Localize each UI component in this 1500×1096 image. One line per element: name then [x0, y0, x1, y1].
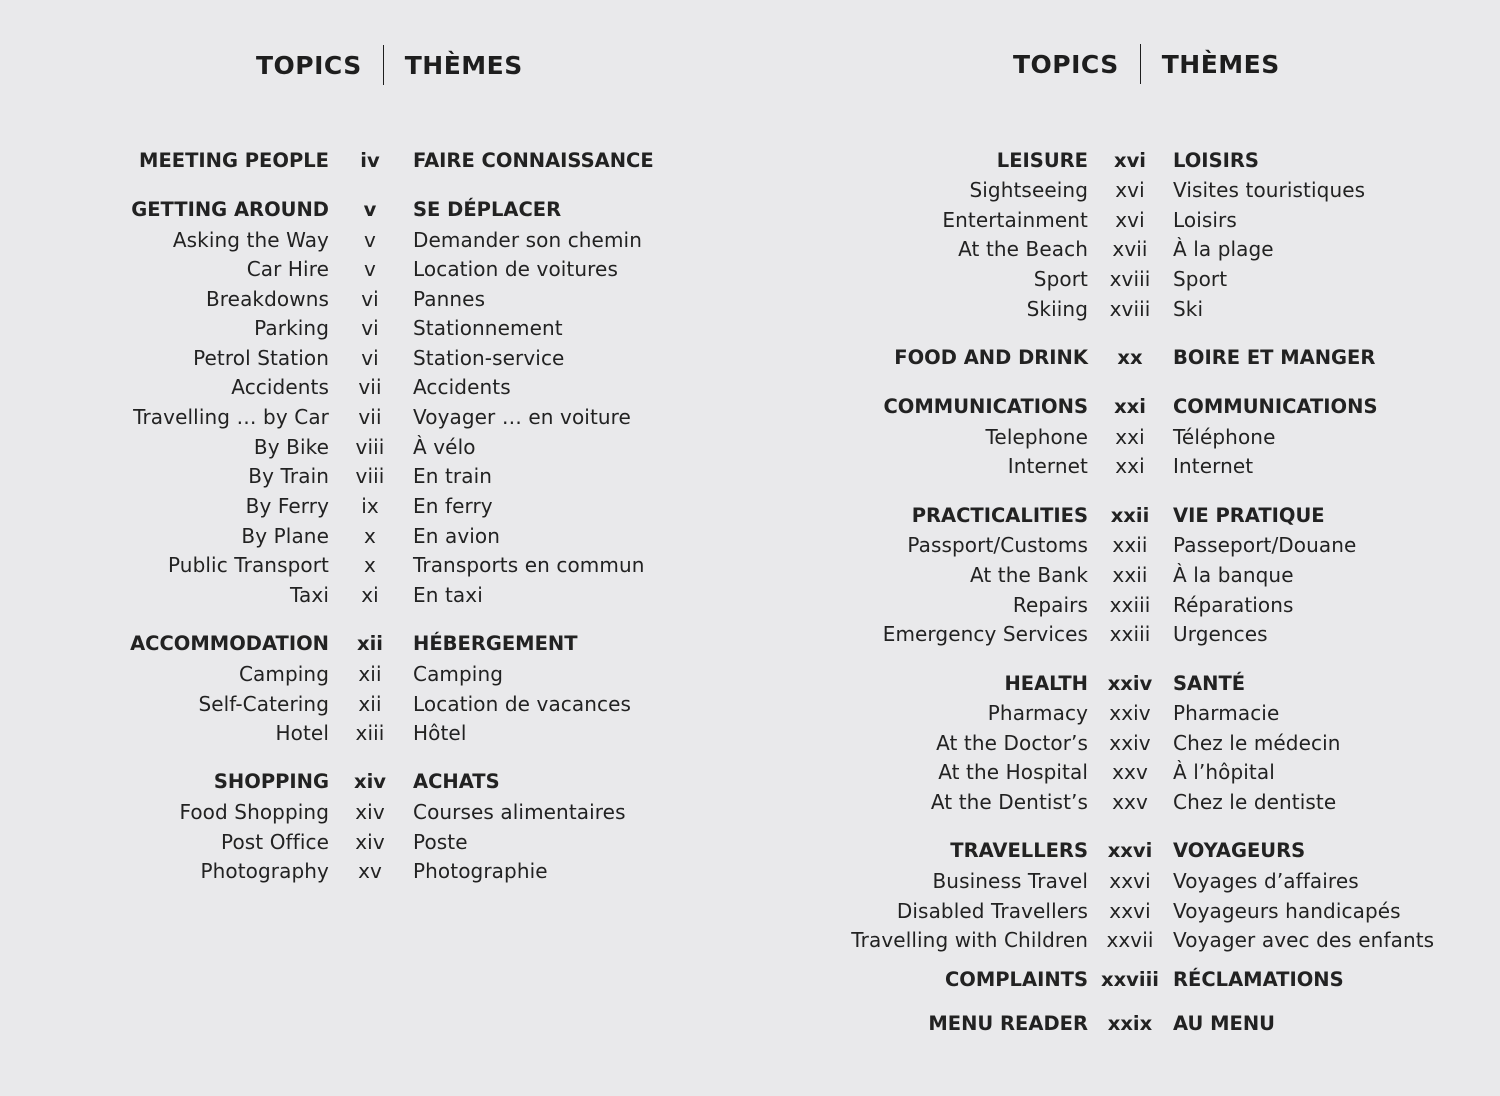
- topic-french: À la banque: [1173, 563, 1294, 587]
- topic-english: SHOPPING: [213, 770, 329, 793]
- left-page-header: [256, 45, 523, 85]
- toc-section-row: [0, 629, 750, 659]
- topic-french: SANTÉ: [1173, 672, 1246, 695]
- toc-entry-row: [0, 491, 750, 521]
- page-number: xvii: [1112, 237, 1148, 261]
- topic-english: Car Hire: [246, 257, 329, 281]
- page-number: xxi: [1114, 395, 1146, 418]
- topic-english: Food Shopping: [179, 800, 329, 824]
- toc-section-row: [750, 343, 1500, 373]
- topic-english: Business Travel: [932, 869, 1088, 893]
- topic-english: Skiing: [1026, 297, 1088, 321]
- topic-english: MENU READER: [928, 1012, 1088, 1035]
- topic-french: Pharmacie: [1173, 701, 1280, 725]
- topic-french: Location de voitures: [413, 257, 618, 281]
- toc-section-row: [750, 965, 1500, 995]
- topic-english: Passport/Customs: [907, 533, 1088, 557]
- topic-english: PRACTICALITIES: [911, 504, 1088, 527]
- page-number: vi: [361, 316, 379, 340]
- topic-french: RÉCLAMATIONS: [1173, 968, 1344, 991]
- topic-french: Accidents: [413, 375, 511, 399]
- page-number: vi: [361, 346, 379, 370]
- topic-english: By Ferry: [245, 494, 329, 518]
- page-number: viii: [355, 464, 385, 488]
- toc-entry-row: [0, 550, 750, 580]
- page-number: xxiv: [1109, 731, 1151, 755]
- topic-french: Sport: [1173, 267, 1228, 291]
- page-number: xii: [357, 632, 383, 655]
- toc-entry-row: [750, 264, 1500, 294]
- page-number: xii: [358, 692, 382, 716]
- toc-entry-row: [0, 856, 750, 886]
- topic-french: Ski: [1173, 297, 1204, 321]
- topic-english: Telephone: [985, 425, 1088, 449]
- header-divider: [1140, 44, 1141, 84]
- toc-entry-row: [750, 560, 1500, 590]
- topic-english: Camping: [238, 662, 329, 686]
- topic-english: Asking the Way: [172, 228, 329, 252]
- toc-entry-row: [750, 619, 1500, 649]
- topic-french: Station-service: [413, 346, 565, 370]
- page-number: xxiv: [1109, 701, 1151, 725]
- topic-french: Poste: [413, 830, 468, 854]
- page-number: x: [364, 553, 376, 577]
- toc-section-row: [750, 392, 1500, 422]
- toc-entry-row: [750, 422, 1500, 452]
- topic-english: Repairs: [1012, 593, 1088, 617]
- topic-french: Urgences: [1173, 622, 1268, 646]
- topic-english: FOOD AND DRINK: [894, 346, 1088, 369]
- toc-section-row: [750, 501, 1500, 531]
- page-number: xviii: [1109, 297, 1151, 321]
- right-page-header: [1013, 44, 1280, 84]
- page-number: xxiii: [1109, 593, 1151, 617]
- page-number: xiv: [355, 800, 385, 824]
- topic-french: Transports en commun: [413, 553, 645, 577]
- topics-heading: TOPICS: [256, 50, 362, 80]
- themes-heading: THÈMES: [404, 50, 523, 80]
- topic-english: ACCOMMODATION: [130, 632, 329, 655]
- page-number: xxiv: [1107, 672, 1153, 695]
- topic-english: Disabled Travellers: [896, 899, 1088, 923]
- toc-entry-row: [0, 580, 750, 610]
- topic-french: Internet: [1173, 454, 1254, 478]
- page-number: xviii: [1109, 267, 1151, 291]
- toc-entry-row: [0, 521, 750, 551]
- topic-english: Sport: [1033, 267, 1088, 291]
- page-number: xxix: [1107, 1012, 1153, 1035]
- topic-english: Petrol Station: [193, 346, 329, 370]
- topic-english: Taxi: [290, 583, 329, 607]
- page-number: xvi: [1115, 208, 1145, 232]
- toc-section-row: [0, 146, 750, 176]
- topic-english: Emergency Services: [882, 622, 1088, 646]
- topic-french: Voyager avec des enfants: [1173, 928, 1435, 952]
- toc-section-row: [0, 195, 750, 225]
- page-number: xxii: [1112, 533, 1148, 557]
- page-number: xii: [358, 662, 382, 686]
- page-number: xvi: [1114, 149, 1146, 172]
- toc-entry-row: [750, 787, 1500, 817]
- page-number: xi: [361, 583, 379, 607]
- page-number: xx: [1117, 346, 1143, 369]
- topic-english: Entertainment: [942, 208, 1088, 232]
- topic-french: LOISIRS: [1173, 149, 1259, 172]
- toc-entry-row: [0, 718, 750, 748]
- topic-french: À l’hôpital: [1173, 760, 1275, 784]
- topic-french: BOIRE ET MANGER: [1173, 346, 1376, 369]
- topic-french: AU MENU: [1173, 1012, 1275, 1035]
- topic-french: Passeport/Douane: [1173, 533, 1357, 557]
- topic-french: Photographie: [413, 859, 548, 883]
- page-number: iv: [360, 149, 380, 172]
- topic-french: En train: [413, 464, 493, 488]
- topic-french: Visites touristiques: [1173, 178, 1366, 202]
- page-number: xxi: [1115, 425, 1145, 449]
- topic-english: At the Bank: [969, 563, 1088, 587]
- page-number: xv: [358, 859, 382, 883]
- page-number: x: [364, 524, 376, 548]
- page-number: v: [364, 228, 376, 252]
- topic-english: Pharmacy: [987, 701, 1088, 725]
- topic-french: Voyages d’affaires: [1173, 869, 1359, 893]
- topic-english: Post Office: [221, 830, 329, 854]
- topic-english: Accidents: [231, 375, 329, 399]
- toc-section-row: [750, 1009, 1500, 1039]
- toc-entry-row: [0, 284, 750, 314]
- topic-french: FAIRE CONNAISSANCE: [413, 149, 654, 172]
- page-number: xxv: [1112, 760, 1148, 784]
- toc-entry-row: [750, 530, 1500, 560]
- topic-french: Voyager … en voiture: [413, 405, 631, 429]
- topic-french: Hôtel: [413, 721, 467, 745]
- topic-english: Travelling with Children: [851, 928, 1088, 952]
- page-number: xxvi: [1109, 869, 1151, 893]
- topic-english: GETTING AROUND: [131, 198, 329, 221]
- page-number: xxvi: [1109, 899, 1151, 923]
- topic-english: Travelling … by Car: [133, 405, 329, 429]
- toc-entry-row: [0, 689, 750, 719]
- page-number: vii: [358, 405, 382, 429]
- topic-english: Sightseeing: [969, 178, 1088, 202]
- topic-english: At the Dentist’s: [930, 790, 1088, 814]
- topic-french: Voyageurs handicapés: [1173, 899, 1401, 923]
- topic-english: By Plane: [241, 524, 329, 548]
- toc-entry-row: [0, 372, 750, 402]
- page-number: xxvi: [1107, 839, 1153, 862]
- toc-entry-row: [0, 659, 750, 689]
- topic-french: VIE PRATIQUE: [1173, 504, 1325, 527]
- toc-entry-row: [750, 925, 1500, 955]
- page-number: xxi: [1115, 454, 1145, 478]
- page-number: xxviii: [1101, 968, 1159, 991]
- topic-french: Chez le médecin: [1173, 731, 1341, 755]
- topics-heading: TOPICS: [1013, 49, 1119, 79]
- topic-french: Téléphone: [1173, 425, 1276, 449]
- toc-entry-row: [750, 451, 1500, 481]
- toc-entry-row: [750, 234, 1500, 264]
- page-number: xxv: [1112, 790, 1148, 814]
- topic-french: En avion: [413, 524, 501, 548]
- toc-entry-row: [750, 866, 1500, 896]
- toc-entry-row: [0, 461, 750, 491]
- topic-english: At the Hospital: [938, 760, 1088, 784]
- topic-english: LEISURE: [996, 149, 1088, 172]
- toc-entry-row: [0, 827, 750, 857]
- topic-french: À vélo: [413, 435, 476, 459]
- toc-section-row: [750, 836, 1500, 866]
- topic-english: COMMUNICATIONS: [883, 395, 1088, 418]
- page-number: xxii: [1110, 504, 1150, 527]
- toc-entry-row: [0, 432, 750, 462]
- topic-english: MEETING PEOPLE: [139, 149, 329, 172]
- topic-french: Pannes: [413, 287, 486, 311]
- page-number: xvi: [1115, 178, 1145, 202]
- topic-french: En taxi: [413, 583, 483, 607]
- topic-english: At the Beach: [958, 237, 1088, 261]
- page-number: vi: [361, 287, 379, 311]
- toc-entry-row: [0, 797, 750, 827]
- header-divider: [383, 45, 384, 85]
- topic-french: En ferry: [413, 494, 493, 518]
- toc-entry-row: [750, 175, 1500, 205]
- topic-english: HEALTH: [1004, 672, 1088, 695]
- toc-entry-row: [0, 343, 750, 373]
- toc-entry-row: [0, 225, 750, 255]
- topic-english: Hotel: [275, 721, 329, 745]
- topic-french: Camping: [413, 662, 504, 686]
- toc-entry-row: [0, 254, 750, 284]
- topic-french: COMMUNICATIONS: [1173, 395, 1378, 418]
- topic-english: At the Doctor’s: [936, 731, 1088, 755]
- topic-english: By Train: [248, 464, 329, 488]
- topic-french: À la plage: [1173, 237, 1274, 261]
- page-number: xxiii: [1109, 622, 1151, 646]
- page-number: ix: [361, 494, 379, 518]
- topic-french: Location de vacances: [413, 692, 632, 716]
- topic-french: ACHATS: [413, 770, 500, 793]
- page-number: xxii: [1112, 563, 1148, 587]
- page-number: xxvii: [1106, 928, 1154, 952]
- topic-french: Réparations: [1173, 593, 1294, 617]
- toc-section-row: [750, 146, 1500, 176]
- topic-english: TRAVELLERS: [950, 839, 1088, 862]
- toc-section-row: [0, 767, 750, 797]
- page-number: vii: [358, 375, 382, 399]
- topic-english: Public Transport: [168, 553, 329, 577]
- topic-french: Chez le dentiste: [1173, 790, 1337, 814]
- toc-entry-row: [0, 402, 750, 432]
- page-number: xiii: [355, 721, 385, 745]
- topic-english: Internet: [1007, 454, 1088, 478]
- toc-entry-row: [750, 757, 1500, 787]
- page-number: v: [364, 257, 376, 281]
- page-number: viii: [355, 435, 385, 459]
- toc-entry-row: [750, 698, 1500, 728]
- toc-entry-row: [750, 728, 1500, 758]
- topic-english: By Bike: [253, 435, 329, 459]
- topic-french: Courses alimentaires: [413, 800, 626, 824]
- topic-french: HÉBERGEMENT: [413, 632, 578, 655]
- topic-french: SE DÉPLACER: [413, 198, 562, 221]
- topic-english: COMPLAINTS: [944, 968, 1088, 991]
- right-page: [750, 0, 1500, 1096]
- topic-french: Stationnement: [413, 316, 563, 340]
- toc-entry-row: [0, 313, 750, 343]
- topic-english: Self-Catering: [198, 692, 329, 716]
- toc-entry-row: [750, 590, 1500, 620]
- toc-entry-row: [750, 205, 1500, 235]
- topic-french: Loisirs: [1173, 208, 1237, 232]
- topic-french: Demander son chemin: [413, 228, 642, 252]
- topic-english: Parking: [254, 316, 329, 340]
- toc-section-row: [750, 669, 1500, 699]
- page-number: xiv: [354, 770, 386, 793]
- toc-entry-row: [750, 294, 1500, 324]
- page-number: v: [363, 198, 377, 221]
- topic-french: VOYAGEURS: [1173, 839, 1306, 862]
- topic-english: Breakdowns: [205, 287, 329, 311]
- page-number: xiv: [355, 830, 385, 854]
- topic-english: Photography: [200, 859, 329, 883]
- themes-heading: THÈMES: [1161, 49, 1280, 79]
- toc-entry-row: [750, 896, 1500, 926]
